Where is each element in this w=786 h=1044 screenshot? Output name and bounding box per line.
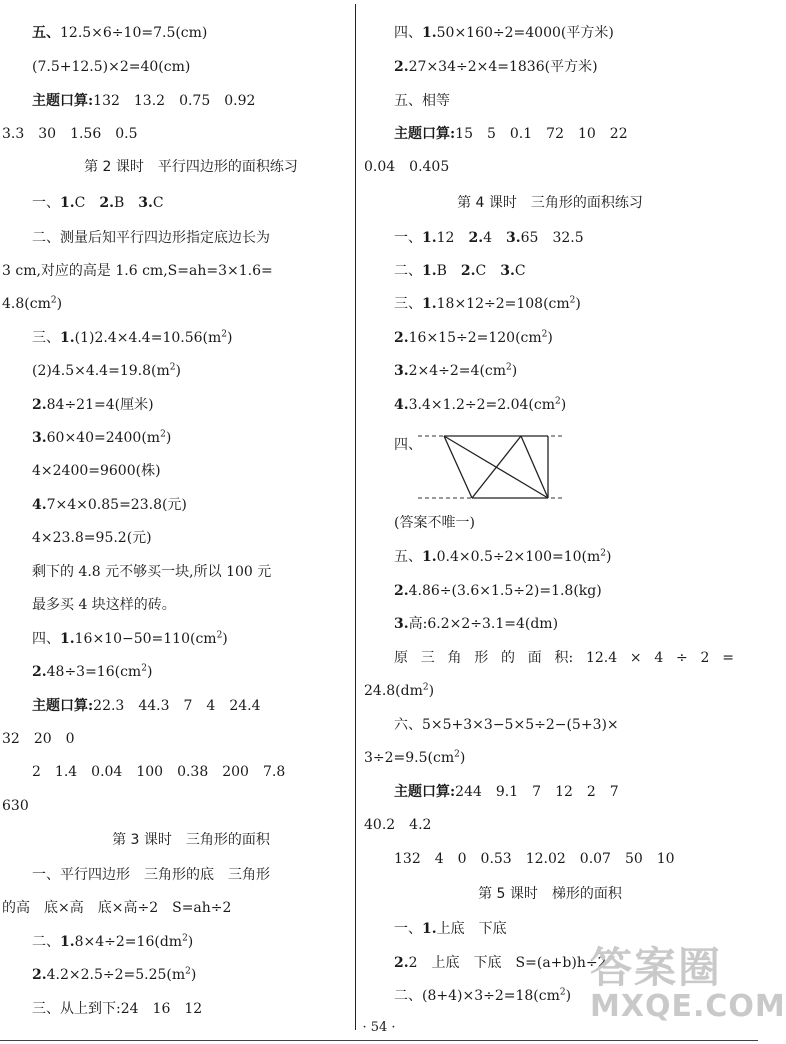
- answer-line: 的高 底×高 底×高÷2 S=ah÷2: [2, 900, 232, 916]
- answer-line: 2.4.86÷(3.6×1.5÷2)=1.8(kg): [394, 583, 602, 599]
- lesson-heading: 第 5 课时 梯形的面积: [478, 886, 622, 902]
- answer-line: 六、5×5+3×3−5×5÷2−(5+3)×: [394, 717, 619, 733]
- answer-line: 0.04 0.405: [364, 159, 450, 175]
- answer-line: 三、$1.(1)2.4\times 4.4=10.56(m^2)$: [32, 329, 233, 346]
- answer-line: 一、1.12 2.4 3.65 32.5: [394, 230, 584, 246]
- mental-math-line: 主题口算:244 9.1 7 12 2 7: [394, 784, 619, 800]
- answer-line: 132 4 0 0.53 12.02 0.07 50 10: [394, 851, 675, 867]
- answer-line: 一、1.C 2.B 3.C: [32, 195, 164, 211]
- answer-line: 三、$1.18\times 12\div 2=108(cm^2)$: [394, 295, 581, 312]
- justified-answer-line: 原 三 角 形 的 面 积: 12.4 × 4 ÷ 2 =: [394, 650, 734, 666]
- answer-line: $4.8(cm^2)$: [2, 295, 63, 312]
- answer-line: 32 20 0: [2, 731, 75, 747]
- answer-line: 二、$1.8\times 4\div 2=16(dm^2)$: [32, 933, 194, 950]
- page-bottom-rule: [0, 1040, 758, 1041]
- answer-line: 4.7×4×0.85=23.8(元): [32, 497, 187, 513]
- answer-line: 一、平行四边形 三角形的底 三角形: [32, 867, 270, 883]
- triangle-diagram: [418, 432, 563, 504]
- answer-line: $3.60\times 40=2400(m^2)$: [32, 429, 172, 446]
- answer-line: 40.2 4.2: [364, 817, 432, 833]
- mental-math-line: 主题口算:132 13.2 0.75 0.92: [32, 93, 256, 109]
- answer-line: 最多买 4 块这样的砖。: [32, 597, 176, 613]
- answer-line: 3.高:6.2×2÷3.1=4(dm): [394, 616, 559, 632]
- answer-line: 2.84÷21=4(厘米): [32, 397, 154, 413]
- mental-math-line: 主题口算:15 5 0.1 72 10 22: [394, 126, 628, 142]
- answer-line: 四、: [394, 437, 422, 453]
- answer-line: 四、$1.16\times 10-50=110(cm^2)$: [32, 630, 228, 647]
- answer-line: (7.5+12.5)×2=40(cm): [32, 59, 191, 75]
- answer-line: $2.48\div 3=16(cm^2)$: [32, 663, 153, 680]
- answer-line: $4.3.4\times 1.2\div 2=2.04(cm^2)$: [394, 396, 567, 413]
- answer-line: 3 cm,对应的高是 1.6 cm,S=ah=3×1.6=: [2, 263, 273, 279]
- answer-line: $24.8(dm^2)$: [364, 682, 435, 699]
- watermark: [590, 945, 786, 1023]
- answer-line: $3.2\times 4\div 2=4(cm^2)$: [394, 362, 518, 379]
- answer-line: 4×2400=9600(株): [32, 463, 161, 479]
- lesson-heading: 第 2 课时 平行四边形的面积练习: [84, 159, 298, 175]
- answer-line: 2.2 上底 下底 S=(a+b)h÷2: [394, 955, 607, 971]
- triangle-side: [444, 436, 472, 498]
- answer-line: 五、$1.0.4\times 0.5\div 2\times 100=10(m^2)$: [394, 548, 612, 565]
- lesson-heading: 第 4 课时 三角形的面积练习: [457, 195, 643, 211]
- answer-line: $2.4.2\times 2.5\div 2=5.25(m^2)$: [32, 966, 197, 983]
- answer-line: 五、12.5×6÷10=7.5(cm): [32, 25, 208, 41]
- answer-line: 630: [2, 798, 29, 814]
- answer-line: 剩下的 4.8 元不够买一块,所以 100 元: [32, 564, 272, 580]
- answer-line: 2.27×34÷2×4=1836(平方米): [394, 59, 598, 75]
- answer-line: 二、$(8+4)\times 3\div 2=18(cm^2)$: [394, 987, 572, 1004]
- answer-line: 一、1.上底 下底: [394, 921, 507, 937]
- column-divider: [355, 4, 356, 1030]
- answer-line: 四、1.50×160÷2=4000(平方米): [394, 25, 614, 41]
- answer-line: 4×23.8=95.2(元): [32, 530, 152, 546]
- answer-line: 2 1.4 0.04 100 0.38 200 7.8: [32, 764, 286, 780]
- answer-line: 三、从上到下:24 16 12: [32, 1001, 203, 1017]
- page-number: · 54 ·: [362, 1020, 396, 1035]
- answer-line: (答案不唯一): [394, 515, 475, 531]
- mental-math-line: 主题口算:22.3 44.3 7 4 24.4: [32, 698, 261, 714]
- watermark-url: MXQE.COM: [590, 989, 786, 1024]
- watermark-logo-text: 答案圈: [590, 943, 723, 992]
- answer-line: 二、1.B 2.C 3.C: [394, 263, 526, 279]
- answer-line: 二、测量后知平行四边形指定底边长为: [32, 230, 270, 246]
- answer-line: $3\div 2=9.5(cm^2)$: [364, 749, 466, 766]
- answer-line: $(2)4.5\times 4.4=19.8(m^2)$: [32, 362, 181, 379]
- triangle-side: [472, 436, 521, 498]
- answer-line: 五、相等: [394, 93, 450, 109]
- answer-line: $2.16\times 15\div 2=120(cm^2)$: [394, 329, 553, 346]
- lesson-heading: 第 3 课时 三角形的面积: [112, 832, 270, 848]
- answer-line: 3.3 30 1.56 0.5: [2, 126, 138, 142]
- triangle-side: [521, 436, 548, 498]
